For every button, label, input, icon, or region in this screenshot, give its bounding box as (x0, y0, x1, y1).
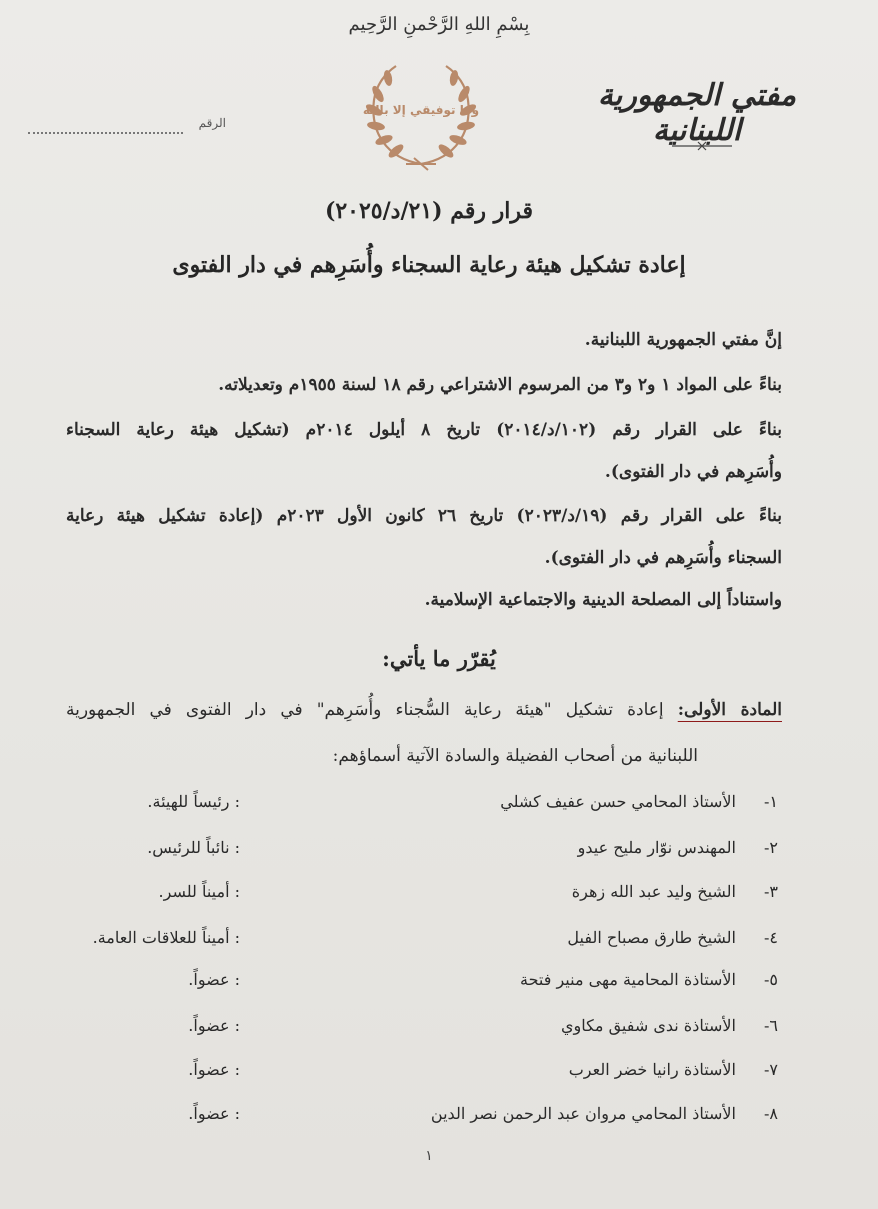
member-role: : عضواً. (188, 1016, 240, 1035)
member-number: ٥- (764, 970, 778, 989)
page-number: ١ (425, 1148, 433, 1164)
member-name: الأستاذ المحامي مروان عبد الرحمن نصر الدين (430, 1104, 736, 1123)
member-role: : أميناً للسر. (158, 882, 240, 901)
member-name: الأستاذة المحامية مهى منير فتحة (520, 970, 736, 989)
member-number: ٢- (764, 838, 778, 857)
reference-label: الرقم (198, 116, 226, 130)
member-row (50, 882, 778, 908)
preamble-line: واستناداً إلى المصلحة الدينية والاجتماعية الإسلامية. (424, 590, 782, 610)
member-role: : عضواً. (188, 970, 240, 989)
member-name: الشيخ وليد عبد الله زهرة (571, 882, 736, 901)
member-role: : أميناً للعلاقات العامة. (92, 928, 240, 947)
member-row (50, 1104, 778, 1130)
preamble-line: وأُسَرِهم في دار الفتوى). (604, 462, 782, 482)
member-name: الأستاذة ندى شفيق مكاوي (560, 1016, 736, 1035)
member-role: : نائباً للرئيس. (147, 838, 240, 857)
member-number: ٨- (764, 1104, 778, 1123)
member-number: ٧- (764, 1060, 778, 1079)
laurel-emblem-icon (356, 54, 486, 172)
member-row (50, 970, 778, 996)
preamble-line: إنَّ مفتي الجمهورية اللبنانية. (584, 330, 782, 350)
member-role: : عضواً. (188, 1060, 240, 1079)
basmala: بِسْمِ اللهِ الرَّحْمنِ الرَّحِيم (348, 14, 530, 35)
decision-subject: إعادة تشكيل هيئة رعاية السجناء وأُسَرِهم في دار الفتوى (172, 252, 686, 278)
member-name: الأستاذة رانيا خضر العرب (568, 1060, 736, 1079)
member-number: ٤- (764, 928, 778, 947)
article-1-text: إعادة تشكيل "هيئة رعاية السُّجناء وأُسَرِهم" في دار الفتوى في الجمهورية (66, 700, 678, 720)
member-name: الأستاذ المحامي حسن عفيف كشلي (500, 792, 736, 811)
decision-number: قرار رقم (٢١/د/٢٠٢٥) (324, 198, 534, 224)
decides-heading: يُقرّر ما يأتي: (382, 646, 496, 671)
member-role: : عضواً. (188, 1104, 240, 1123)
member-name: الشيخ طارق مصباح الفيل (567, 928, 736, 947)
preamble-line: بناءً على القرار رقم (١٠٢/د/٢٠١٤) تاريخ ٨ أيلول ٢٠١٤م (تشكيل هيئة رعاية السجناء (66, 420, 782, 440)
article-1-line: اللبنانية من أصحاب الفضيلة والسادة الآتية أسماؤهم: (332, 746, 698, 766)
preamble-line: بناءً على القرار رقم (١٩/د/٢٠٢٣) تاريخ ٢٦ كانون الأول ٢٠٢٣م (إعادة تشكيل هيئة رعاية (66, 506, 782, 526)
preamble-line: السجناء وأُسَرِهم في دار الفتوى). (544, 548, 782, 568)
member-role: : رئيساً للهيئة. (147, 792, 240, 811)
article-1-heading: المادة الأولى: (677, 700, 782, 720)
member-name: المهندس نوّار مليح عيدو (577, 838, 736, 857)
member-row (50, 1016, 778, 1042)
member-row (50, 838, 778, 864)
reference-number-field (28, 116, 228, 140)
member-row (50, 792, 778, 818)
article-1-line (66, 700, 782, 720)
flourish-icon (670, 140, 734, 152)
member-number: ٦- (764, 1016, 778, 1035)
member-number: ١- (764, 792, 778, 811)
member-row (50, 928, 778, 954)
preamble-line: بناءً على المواد ١ و٢ و٣ من المرسوم الاشتراعي رقم ١٨ لسنة ١٩٥٥م وتعديلاته. (218, 375, 782, 395)
member-row (50, 1060, 778, 1086)
reference-dotted-line (28, 132, 183, 134)
member-number: ٣- (764, 882, 778, 901)
emblem-motto: وما توفيقي إلا بالله (362, 103, 480, 117)
org-name: مفتي الجمهورية اللبنانية (597, 78, 797, 148)
